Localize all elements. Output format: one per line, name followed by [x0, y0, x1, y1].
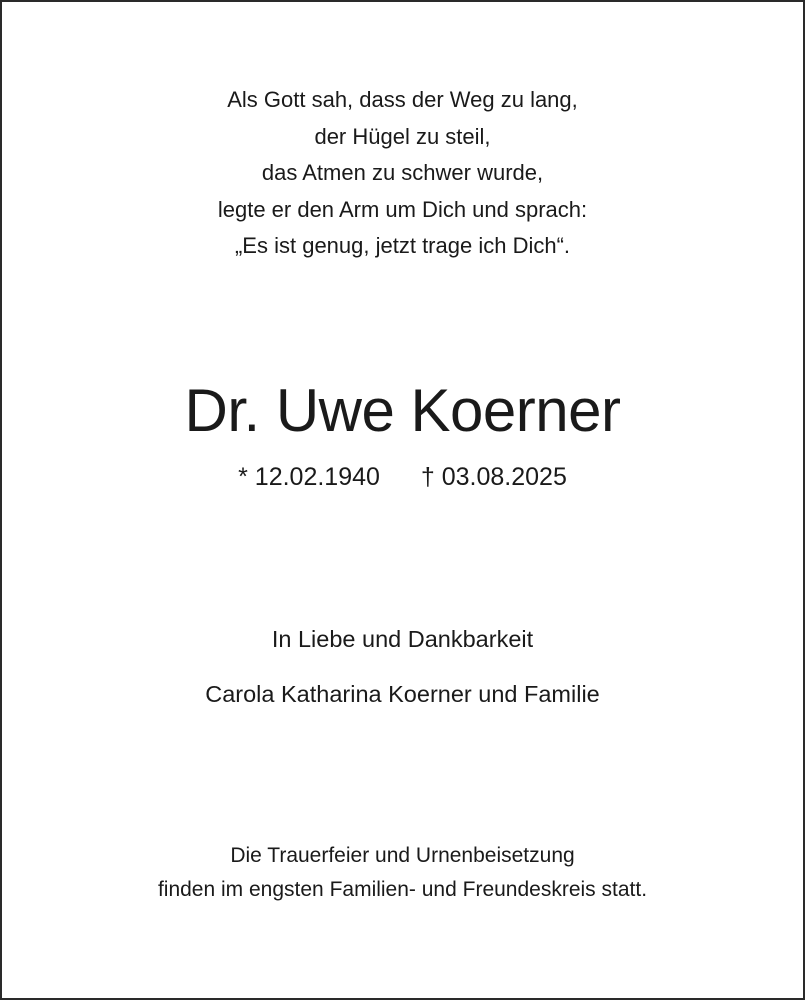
- notice-line-1: Die Trauerfeier und Urnenbeisetzung: [230, 844, 575, 867]
- poem-line-5: „Es ist genug, jetzt trage ich Dich“.: [234, 233, 571, 258]
- death-date: † 03.08.2025: [420, 463, 567, 491]
- signers-line: Carola Katharina Koerner und Familie: [205, 681, 600, 707]
- deceased-name: Dr. Uwe Koerner: [184, 377, 621, 444]
- poem-line-3: das Atmen zu schwer wurde,: [261, 160, 544, 185]
- poem-line-2: der Hügel zu steil,: [314, 123, 491, 149]
- poem-line-1: Als Gott sah, dass der Weg zu lang,: [227, 87, 578, 112]
- funeral-notice: [0, 839, 805, 907]
- birth-date: * 12.02.1940: [238, 463, 380, 491]
- tribute-line: In Liebe und Dankbarkeit: [271, 626, 534, 652]
- notice-line-2: finden im engsten Familien- und Freundeskreis statt.: [157, 878, 648, 901]
- poem-line-4: legte er den Arm um Dich und sprach:: [217, 196, 588, 222]
- life-dates: [0, 460, 805, 494]
- poem: [0, 82, 805, 265]
